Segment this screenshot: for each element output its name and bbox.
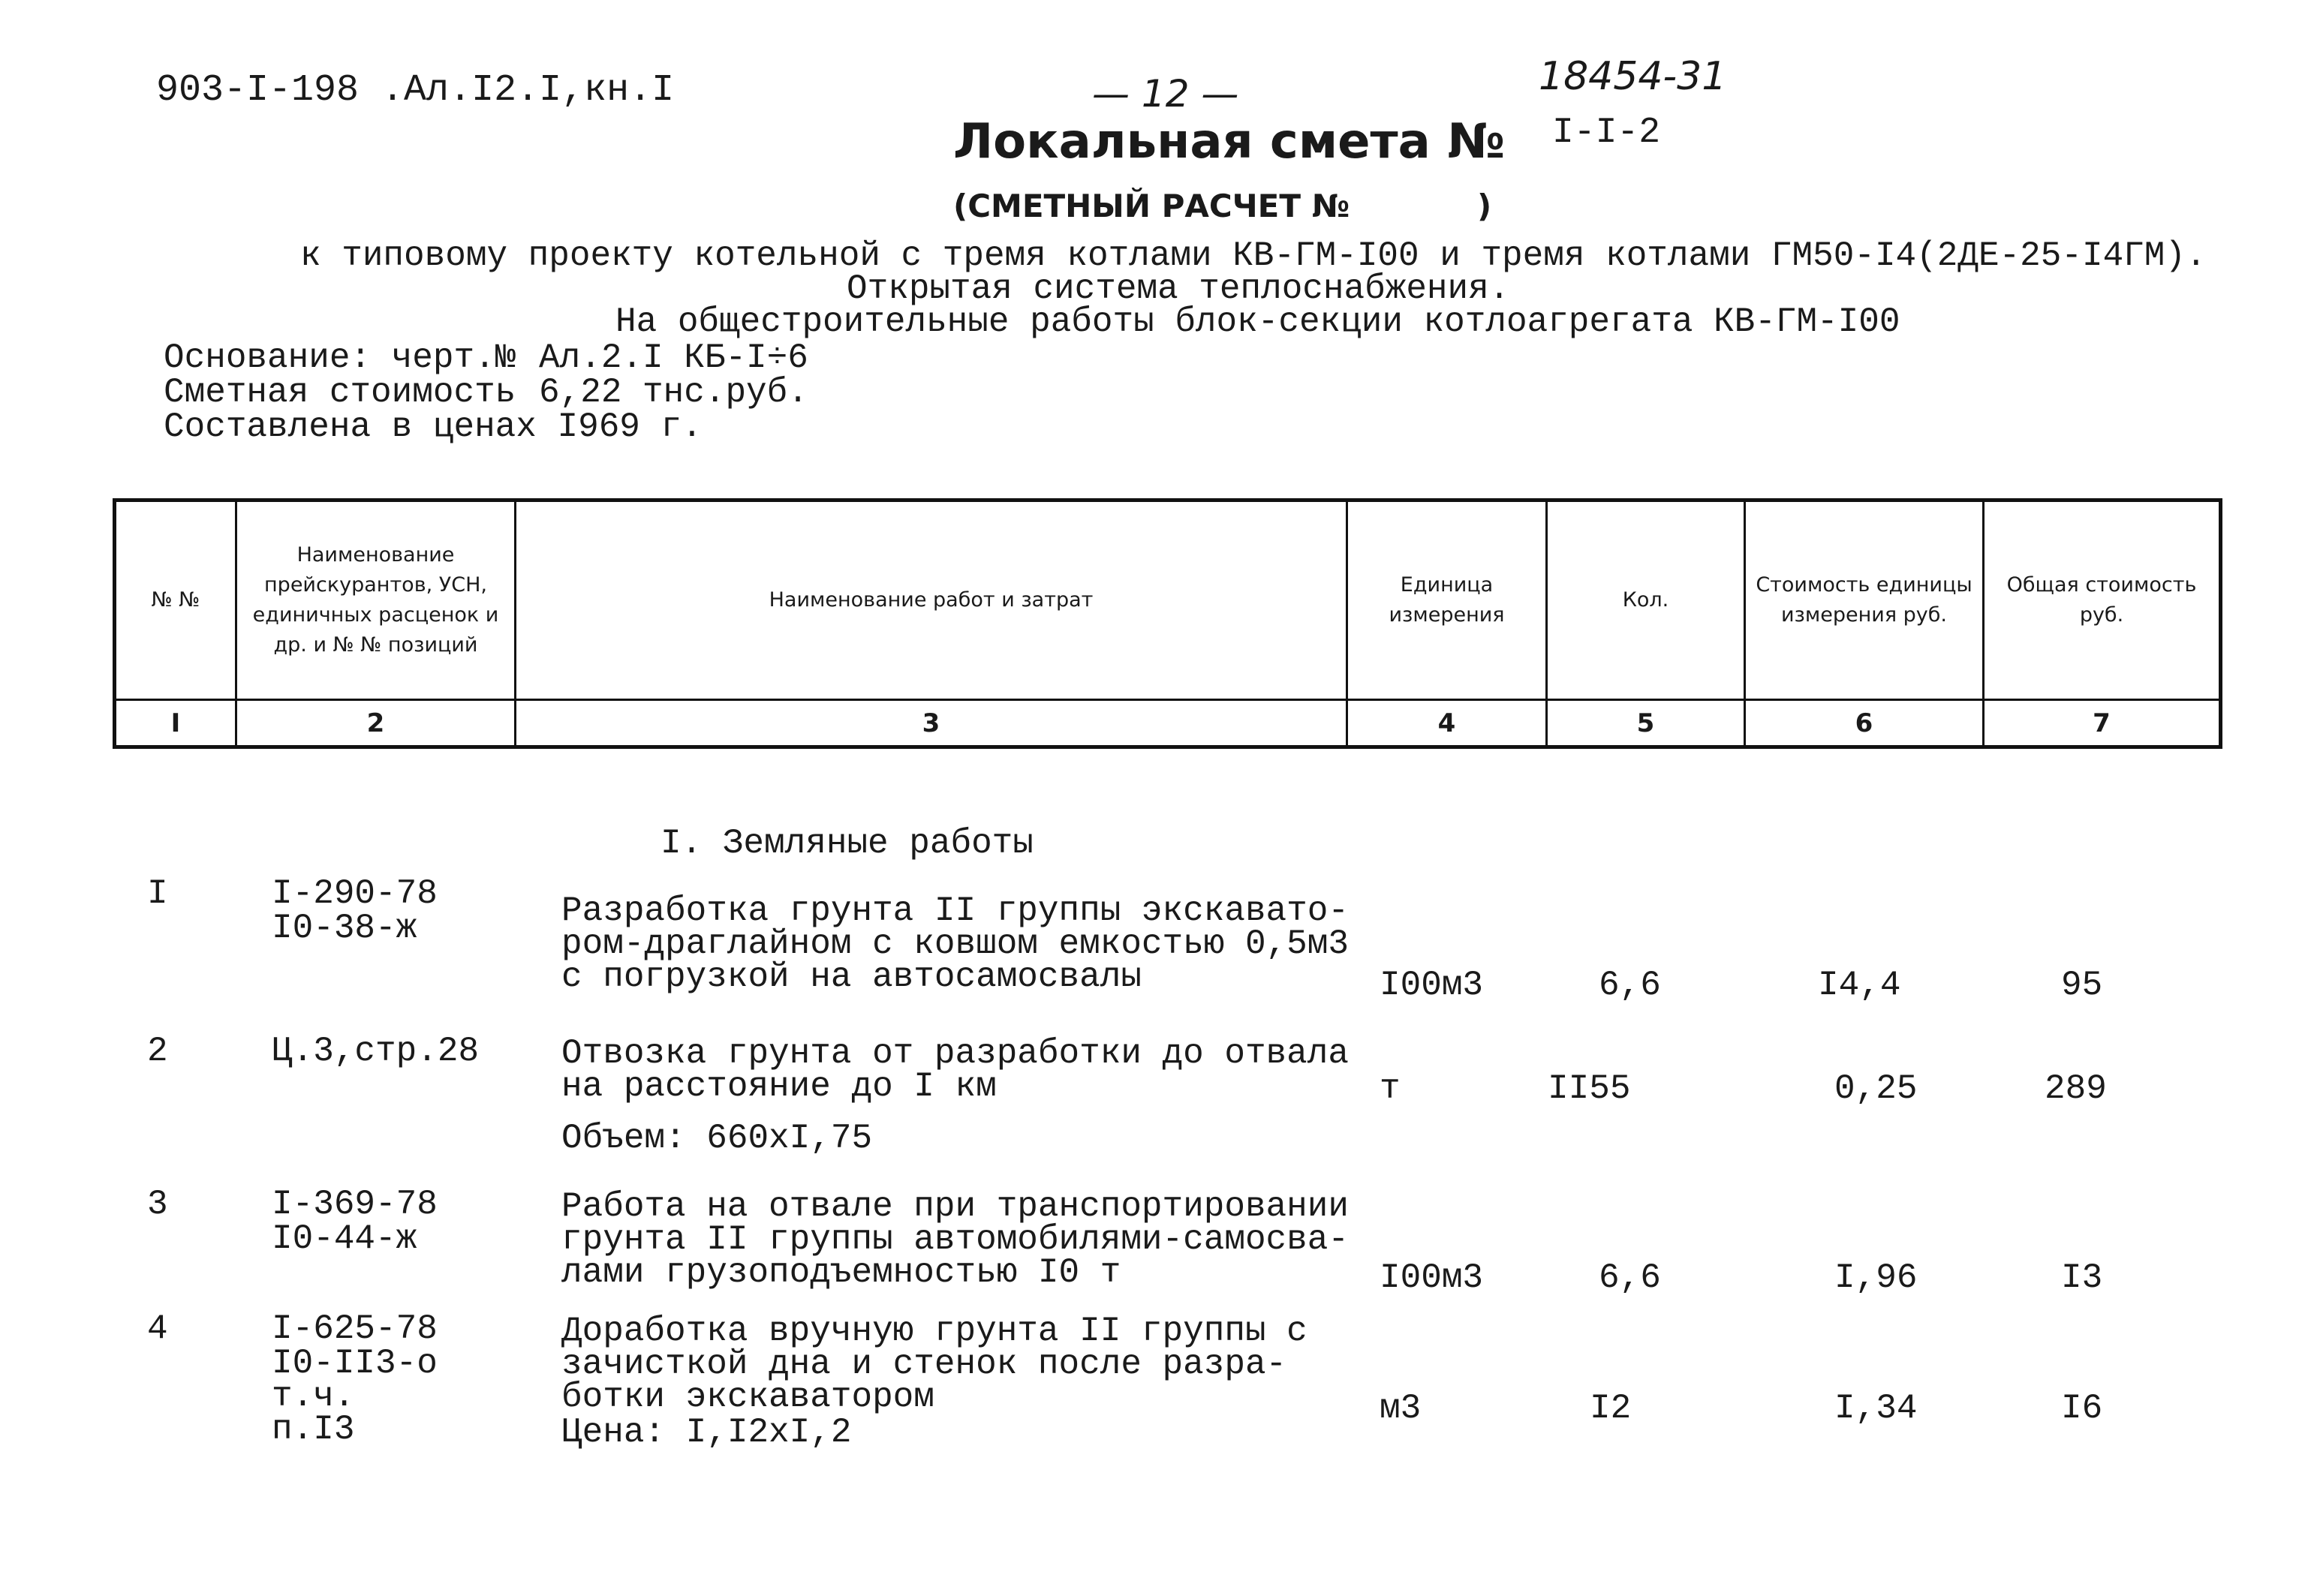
col-header-unit: Единица измерения	[1347, 500, 1547, 700]
item-code: I0-44-ж	[272, 1219, 417, 1258]
col-header-total-cost: Общая стоимость руб.	[1984, 500, 2221, 700]
item-code: п.I3	[272, 1410, 355, 1449]
item-number: I	[147, 874, 168, 913]
item-note: Цена: I,I2хI,2	[561, 1413, 852, 1452]
estimate-header-table	[113, 498, 2222, 749]
basis-label: Основание: черт.№	[164, 338, 516, 377]
item-total: 95	[2061, 966, 2103, 1005]
item-description: с погрузкой на автосамосвалы	[561, 957, 1142, 996]
item-description: ром-драглайном с ковшом емкостью 0,5м3	[561, 924, 1349, 963]
cost-value: 6,22 тнс.руб.	[539, 373, 808, 412]
col-index: 4	[1347, 700, 1547, 747]
item-unit: I00м3	[1380, 966, 1484, 1005]
inventory-number: 18454-31	[1539, 54, 1727, 99]
system-description: Открытая система теплоснабжения.	[847, 269, 1510, 308]
item-code: I0-38-ж	[272, 909, 417, 948]
item-description: лами грузоподъемностью I0 т	[561, 1253, 1121, 1292]
item-description: ботки экскаватором	[561, 1378, 934, 1417]
estimate-number: I-I-2	[1552, 113, 1661, 153]
project-description: к типовому проекту котельной с тремя котлами КВ-ГМ-I00 и тремя котлами ГМ50-I4(2ДЕ-25-I4ГМ).	[300, 236, 2207, 275]
item-description: Отвозка грунта от разработки до отвала	[561, 1034, 1349, 1073]
col-index: 2	[236, 700, 516, 747]
subtitle: (СМЕТНЫЙ РАСЧЕТ №	[953, 188, 1350, 224]
item-total: I3	[2061, 1258, 2103, 1297]
item-total: I6	[2061, 1389, 2103, 1428]
item-code: I-290-78	[272, 874, 438, 913]
subtitle-close-paren: )	[1477, 188, 1492, 224]
item-total: 289	[2045, 1069, 2107, 1108]
col-index: 6	[1745, 700, 1984, 747]
item-unit: т	[1380, 1069, 1401, 1108]
basis-value: Ал.2.I КБ-I÷6	[539, 338, 808, 377]
col-header-unit-cost: Стоимость единицы измерения руб.	[1745, 500, 1984, 700]
item-code: Ц.3,стр.28	[272, 1032, 480, 1071]
item-description: Работа на отвале при транспортировании	[561, 1187, 1349, 1226]
item-number: 3	[147, 1185, 168, 1224]
col-index: 5	[1547, 700, 1745, 747]
prices-year-line: Составлена в ценах I969 г.	[164, 407, 703, 446]
item-description: Доработка вручную грунта II группы с	[561, 1312, 1307, 1351]
item-unit-cost: I,34	[1834, 1389, 1918, 1428]
page-title: Локальная смета №	[953, 114, 1506, 170]
item-unit-cost: I,96	[1834, 1258, 1918, 1297]
item-description: на расстояние до I км	[561, 1067, 997, 1106]
col-header-quantity: Кол.	[1547, 500, 1745, 700]
item-code: I-625-78	[272, 1309, 438, 1348]
item-quantity: 6,6	[1599, 966, 1661, 1005]
item-number: 2	[147, 1032, 168, 1071]
col-index: 7	[1984, 700, 2221, 747]
item-unit: м3	[1380, 1389, 1422, 1428]
col-header-price-code: Наименование прейскурантов, УСН, единичных расценок и др. и № № позиций	[236, 500, 516, 700]
page-number: — 12 —	[1092, 72, 1239, 116]
item-code: I0-II3-о	[272, 1344, 438, 1383]
item-description: грунта II группы автомобилями-самосва-	[561, 1220, 1349, 1259]
section-title: I. Земляные работы	[661, 824, 1034, 863]
item-note: Объем: 660хI,75	[561, 1119, 873, 1158]
col-index: 3	[516, 700, 1347, 747]
document-code: 903-I-198 .Ал.I2.I,кн.I	[156, 69, 675, 112]
works-description: На общестроительные работы блок-секции котлоагрегата КВ-ГМ-I00	[615, 302, 1900, 341]
item-quantity: I2	[1590, 1389, 1632, 1428]
col-header-work-name: Наименование работ и затрат	[516, 500, 1347, 700]
item-quantity: II55	[1548, 1069, 1631, 1108]
col-index: I	[115, 700, 236, 747]
item-unit-cost: I4,4	[1818, 966, 1901, 1005]
item-code: т.ч.	[272, 1377, 355, 1416]
item-description: зачисткой дна и стенок после разра-	[561, 1345, 1287, 1384]
item-unit-cost: 0,25	[1834, 1069, 1918, 1108]
item-quantity: 6,6	[1599, 1258, 1661, 1297]
cost-label: Сметная стоимость	[164, 373, 516, 412]
item-number: 4	[147, 1309, 168, 1348]
item-code: I-369-78	[272, 1185, 438, 1224]
col-header-number: № №	[115, 500, 236, 700]
item-description: Разработка грунта II группы экскавато-	[561, 891, 1349, 930]
item-unit: I00м3	[1380, 1258, 1484, 1297]
